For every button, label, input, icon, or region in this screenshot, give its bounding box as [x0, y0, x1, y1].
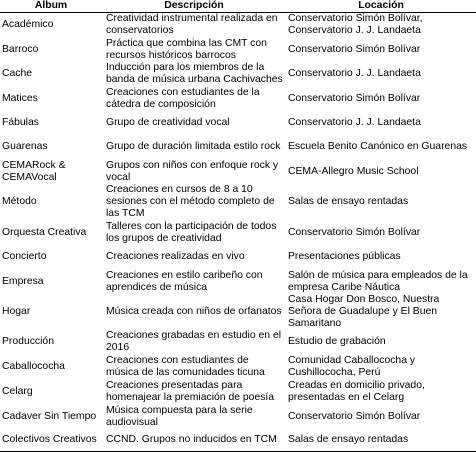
header-descripcion: Descripción — [102, 0, 286, 13]
album-cell: Colectivos Creativos — [0, 429, 102, 452]
table-row — [0, 220, 476, 245]
header-locacion: Locación — [286, 0, 476, 13]
table-row — [0, 245, 476, 269]
table-row — [0, 62, 476, 86]
album-cell: Cadaver Sin Tiempo — [2, 410, 97, 422]
album-cell: Guarenas — [2, 141, 48, 152]
table-row — [0, 429, 476, 452]
descripcion-cell: Grupos con niños con enfoque rock y vocal — [106, 159, 279, 183]
locacion-cell: Presentaciones públicas — [288, 251, 401, 262]
locacion-cell: Conservatorio Simón Bolívar — [288, 92, 421, 104]
album-cell: Fábulas — [2, 117, 39, 128]
descripcion-cell: Creaciones en cursos de 8 a 10 sesiones con el método completo de las TCM — [106, 184, 275, 219]
table-header-row — [0, 0, 476, 13]
table-row — [0, 135, 476, 159]
table-row — [0, 86, 476, 111]
table-row — [0, 379, 476, 404]
descripcion-cell: Creaciones grabadas en estudio en el 2016 — [106, 330, 282, 353]
table-row — [0, 269, 476, 294]
locacion-cell: Creadas en domicilio privado, presentadas en el Celarg — [288, 379, 425, 403]
locacion-cell: Conservatorio Simón Bolívar — [288, 226, 421, 238]
locacion-cell: Salas de ensayo rentadas — [286, 429, 476, 452]
table-row — [0, 13, 476, 38]
album-cell: Orquesta Creativa — [2, 226, 87, 238]
album-cell: Cache — [2, 68, 33, 79]
descripcion-cell: Inducción para los miembros de la banda de música urbana Cachivaches — [106, 62, 283, 85]
locacion-cell: Conservatorio Simón Bolívar — [288, 410, 421, 422]
locacion-cell: Estudio de grabación — [288, 336, 386, 347]
descripcion-cell: Creaciones con estudiantes de música de las comunidades ticuna — [106, 354, 265, 378]
locacion-cell: Salas de ensayo rentadas — [288, 196, 409, 207]
locacion-cell: Comunidad Caballococha y Cushillococha, Perú — [288, 354, 416, 378]
locacion-cell: Salón de música para empleados de la empresa Caribe Náutica — [288, 269, 468, 293]
album-cell: CEMARock & CEMAVocal — [2, 159, 66, 183]
table-row — [0, 184, 476, 220]
descripcion-cell: CCND. Grupos no inducidos en TCM — [102, 429, 286, 452]
album-cell: Matices — [2, 92, 38, 104]
descripcion-cell: Creatividad instrumental realizada en conservatorios — [106, 13, 278, 36]
table-row — [0, 404, 476, 429]
descripcion-cell: Creaciones realizadas en vivo — [106, 251, 245, 262]
descripcion-cell: Creaciones presentadas para homenajear la premiación de poesía — [106, 379, 275, 403]
descripcion-cell: Práctica que combina las CMT con recursos históricos barrocos — [106, 37, 267, 61]
table-row — [0, 294, 476, 330]
locacion-cell: Conservatorio Simón Bolívar — [288, 43, 421, 55]
album-cell: Celarg — [2, 385, 33, 397]
table-row — [0, 159, 476, 184]
album-cell: Hogar — [2, 306, 31, 317]
locacion-cell: Conservatorio J. J. Landaeta — [288, 117, 421, 128]
table-row — [0, 37, 476, 62]
table-row — [0, 330, 476, 354]
descripcion-cell: Creaciones en estilo caribeño con aprendices de música — [106, 269, 263, 293]
locacion-cell: Conservatorio J. J. Landaeta — [288, 68, 421, 79]
album-cell: Barroco — [2, 43, 39, 55]
descripcion-cell: Música creada con niños de orfanatos — [106, 306, 282, 317]
descripcion-cell: Talleres con la participación de todos los grupos de creatividad — [106, 220, 277, 244]
album-cell: Caballococha — [2, 360, 65, 372]
descripcion-cell: Música compuesta para la serie audiovisual — [106, 404, 253, 428]
album-cell: Concierto — [2, 251, 47, 262]
locacion-cell: Conservatorio Simón Bolívar, Conservatorio J. J. Landaeta — [288, 13, 423, 36]
locacion-cell: CEMA-Allegro Music School — [288, 165, 419, 177]
album-cell: Empresa — [2, 275, 44, 287]
table-row — [0, 111, 476, 135]
table-row — [0, 354, 476, 379]
album-cell: Producción — [2, 336, 54, 347]
descripcion-cell: Creaciones con estudiantes de la cátedra de composición — [106, 86, 260, 110]
locacion-cell: Escuela Benito Canónico en Guarenas — [288, 141, 468, 152]
locacion-cell: Casa Hogar Don Bosco, Nuestra Señora de Guadalupe y El Buen Samaritano — [288, 294, 440, 329]
header-album: Álbum — [0, 0, 102, 13]
descripcion-cell: Grupo de duración limitada estilo rock — [106, 141, 281, 152]
album-cell: Método — [2, 196, 37, 207]
descripcion-cell: Grupo de creatividad vocal — [106, 117, 230, 128]
album-cell: Académico — [2, 19, 54, 30]
